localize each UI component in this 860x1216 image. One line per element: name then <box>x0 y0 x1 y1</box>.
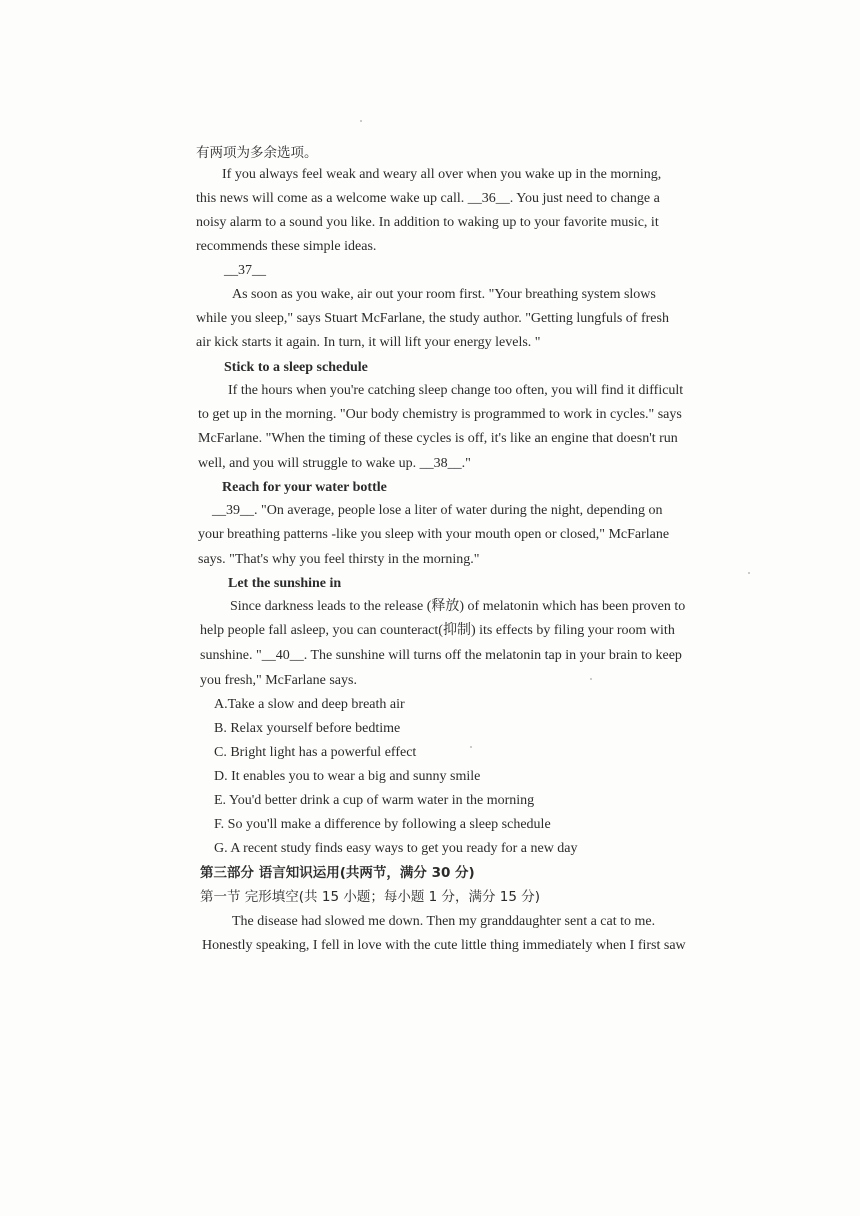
heading-water-bottle: Reach for your water bottle <box>222 480 387 495</box>
section-one-heading: 第一节 完形填空(共 15 小题；每小题 1 分，满分 15 分) <box>200 889 541 905</box>
scan-speck <box>748 572 750 574</box>
paragraph-5-line-4: you fresh," McFarlane says. <box>200 673 357 688</box>
paragraph-6-line-1: The disease had slowed me down. Then my granddaughter sent a cat to me. <box>232 914 656 929</box>
scan-speck <box>470 746 472 748</box>
paragraph-1-line-2: this news will come as a welcome wake up call. __36__. You just need to change a <box>196 191 660 206</box>
paragraph-6-line-2: Honestly speaking, I fell in love with the cute little thing immediately when I first saw <box>202 938 686 953</box>
paragraph-1-line-1: If you always feel weak and weary all over when you wake up in the morning, <box>222 167 662 182</box>
option-d: D. It enables you to wear a big and sunny smile <box>214 769 481 784</box>
option-b: B. Relax yourself before bedtime <box>214 721 401 736</box>
heading-sleep-schedule: Stick to a sleep schedule <box>224 360 368 375</box>
option-c: C. Bright light has a powerful effect <box>214 745 417 760</box>
intro-note: 有两项为多余选项。 <box>196 145 318 161</box>
heading-sunshine: Let the sunshine in <box>228 576 342 591</box>
scan-speck <box>590 678 592 680</box>
paragraph-3-line-2: to get up in the morning. "Our body chemistry is programmed to work in cycles." says <box>198 407 682 422</box>
option-e: E. You'd better drink a cup of warm water in the morning <box>214 793 535 808</box>
paragraph-1-line-4: recommends these simple ideas. <box>196 239 377 254</box>
paragraph-3-line-3: McFarlane. "When the timing of these cycles is off, it's like an engine that doesn't run <box>198 431 678 446</box>
option-a: A.Take a slow and deep breath air <box>214 697 405 712</box>
option-g: G. A recent study finds easy ways to get you ready for a new day <box>214 841 578 856</box>
paragraph-4-line-1: __39__. "On average, people lose a liter of water during the night, depending on <box>212 503 663 518</box>
paragraph-2-line-1: As soon as you wake, air out your room first. "Your breathing system slows <box>232 287 656 302</box>
paragraph-5-line-2: help people fall asleep, you can counteract(抑制) its effects by filing your room with <box>200 623 675 638</box>
paragraph-4-line-2: your breathing patterns -like you sleep with your mouth open or closed," McFarlane <box>198 527 670 542</box>
scan-speck <box>360 120 362 122</box>
option-f: F. So you'll make a difference by following a sleep schedule <box>214 817 551 832</box>
paragraph-3-line-4: well, and you will struggle to wake up. __38__." <box>198 456 471 471</box>
paragraph-2-line-2: while you sleep," says Stuart McFarlane, the study author. "Getting lungfuls of fresh <box>196 311 669 326</box>
paragraph-2-line-3: air kick starts it again. In turn, it will lift your energy levels. " <box>196 335 541 350</box>
paragraph-3-line-1: If the hours when you're catching sleep change too often, you will find it difficult <box>228 383 684 398</box>
paragraph-5-line-1: Since darkness leads to the release (释放) of melatonin which has been proven to <box>230 599 686 614</box>
blank-37: __37__ <box>224 263 266 278</box>
part-three-heading: 第三部分 语言知识运用(共两节，满分 30 分) <box>200 865 475 881</box>
paragraph-1-line-3: noisy alarm to a sound you like. In addition to waking up to your favorite music, it <box>196 215 659 230</box>
paragraph-4-line-3: says. "That's why you feel thirsty in the morning." <box>198 552 480 567</box>
paragraph-5-line-3: sunshine. "__40__. The sunshine will turns off the melatonin tap in your brain to keep <box>200 648 682 663</box>
